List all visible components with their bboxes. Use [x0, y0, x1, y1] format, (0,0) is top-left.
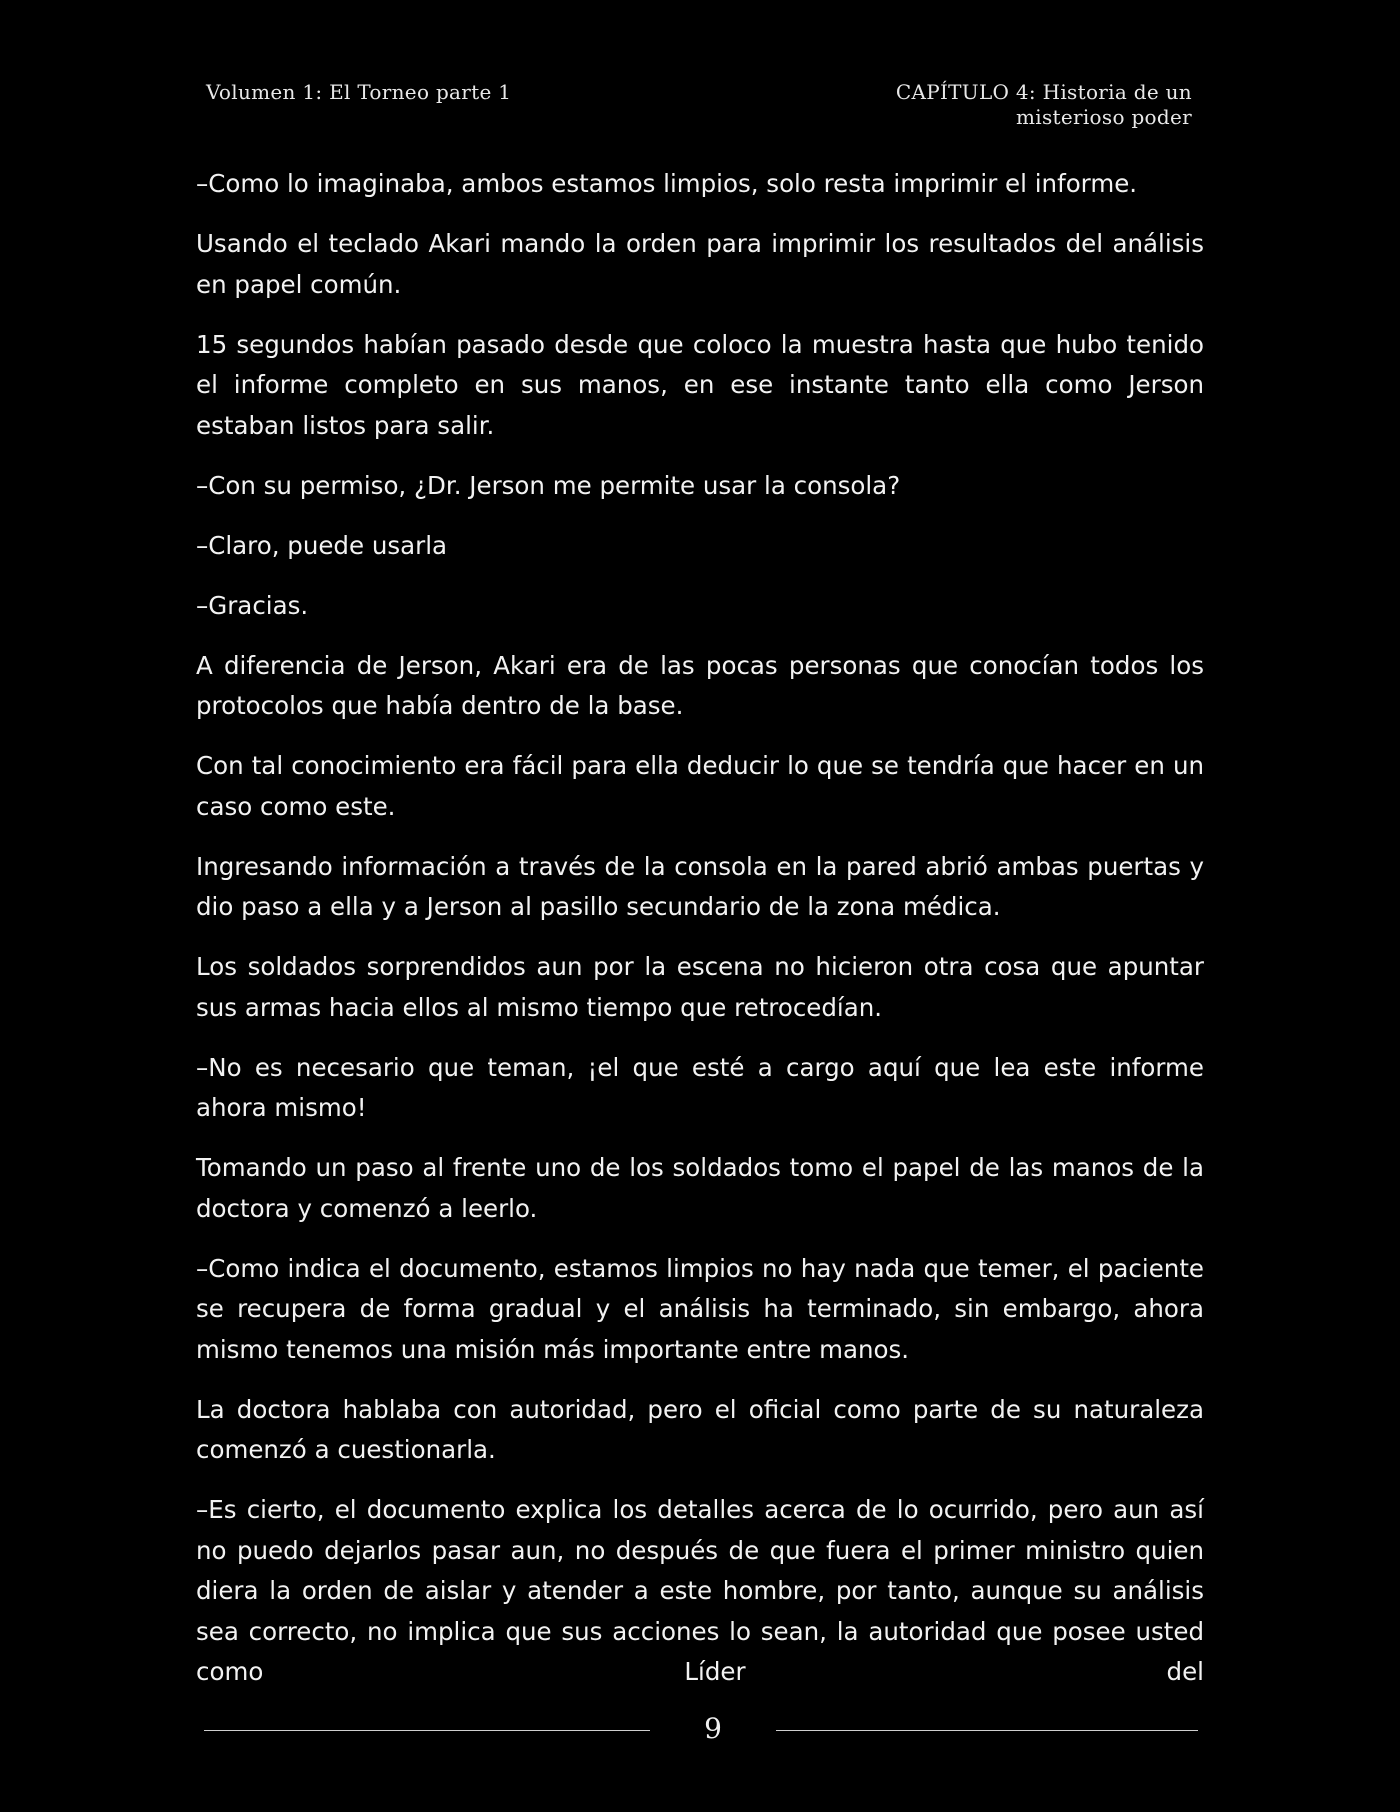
- paragraph: Los soldados sorprendidos aun por la escena no hicieron otra cosa que apuntar sus armas hacia ellos al mismo tiempo que retrocedían.: [196, 952, 1204, 1022]
- paragraph: 15 segundos habían pasado desde que coloco la muestra hasta que hubo tenido el informe completo en sus manos, en ese instante tanto ella como Jerson estaban listos para salir.: [196, 329, 1204, 440]
- paragraph: –Como lo imaginaba, ambos estamos limpios, solo resta imprimir el informe.: [196, 169, 1138, 198]
- page-number: 9: [704, 1712, 722, 1745]
- page-footer: [204, 1706, 1198, 1756]
- running-header-volume: Volumen 1: El Torneo parte 1: [206, 80, 512, 104]
- paragraph: Tomando un paso al frente uno de los soldados tomo el papel de las manos de la doctora y comenzó a leerlo.: [196, 1153, 1204, 1223]
- paragraph: A diferencia de Jerson, Akari era de las pocas personas que conocían todos los protocolos que había dentro de la base.: [196, 650, 1204, 720]
- body-text: [196, 164, 1204, 1712]
- running-header-chapter: [872, 80, 1192, 130]
- paragraph: La doctora hablaba con autoridad, pero el oficial como parte de su naturaleza comenzó a cuestionarla.: [196, 1394, 1204, 1464]
- paragraph: Usando el teclado Akari mando la orden para imprimir los resultados del análisis en papel común.: [196, 229, 1204, 299]
- paragraph: –Es cierto, el documento explica los detalles acerca de lo ocurrido, pero aun así no puedo dejarlos pasar aun, no después de que fuera el primer ministro quien diera la orden de aislar y atender a este hombre, por tanto, aunque su análisis sea correcto, no implica que sus acciones lo sean, la autoridad que posee usted como Líder del: [196, 1495, 1204, 1686]
- paragraph: Ingresando información a través de la consola en la pared abrió ambas puertas y dio paso a ella y a Jerson al pasillo secundario de la zona médica.: [196, 851, 1204, 921]
- chapter-title-line-1: CAPÍTULO 4: Historia de un: [895, 80, 1192, 104]
- chapter-title-line-2: misterioso poder: [1015, 105, 1192, 129]
- paragraph: –Con su permiso, ¿Dr. Jerson me permite usar la consola?: [196, 470, 901, 500]
- footer-rule-left: [204, 1730, 650, 1731]
- paragraph: Con tal conocimiento era fácil para ella deducir lo que se tendría que hacer en un caso como este.: [196, 751, 1204, 821]
- paragraph: –Claro, puede usarla: [196, 530, 448, 560]
- paragraph: –Como indica el documento, estamos limpios no hay nada que temer, el paciente se recupera de forma gradual y el análisis ha terminado, sin embargo, ahora mismo tenemos una misión más importante entre manos.: [196, 1253, 1204, 1364]
- footer-rule-right: [776, 1730, 1198, 1731]
- paragraph: –No es necesario que teman, ¡el que esté a cargo aquí que lea este informe ahora mismo!: [196, 1052, 1204, 1122]
- paragraph: –Gracias.: [196, 590, 309, 620]
